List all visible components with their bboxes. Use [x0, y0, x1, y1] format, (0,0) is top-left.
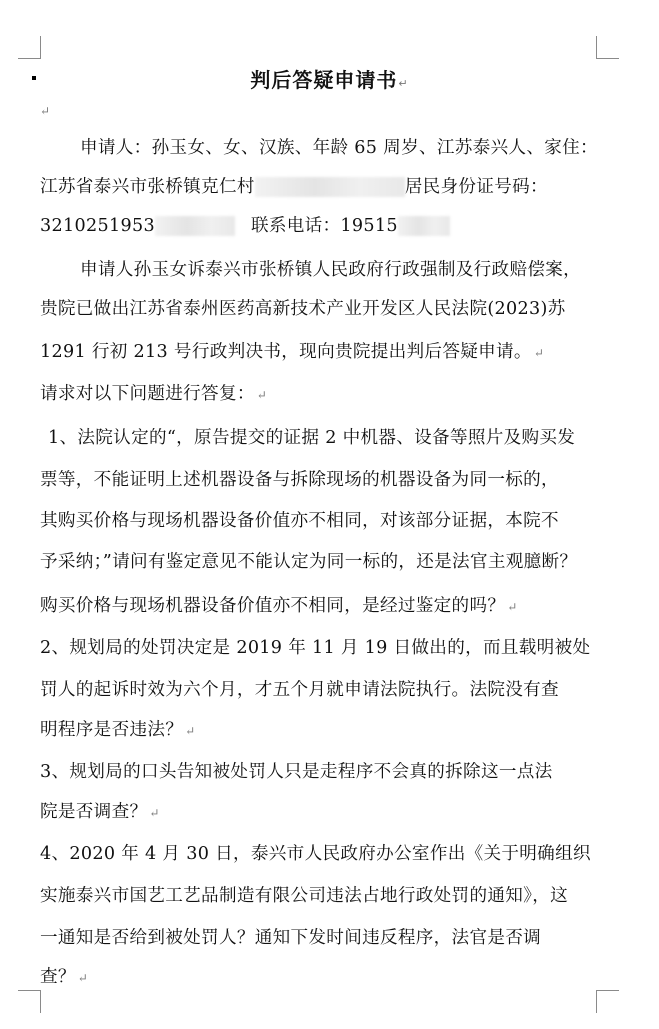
text-line[interactable]: 申请人：孙玉女、女、汉族、年龄 65 周岁、江苏泰兴人、家住： — [80, 138, 598, 158]
text-line[interactable]: 1、法院认定的“，原告提交的证据 2 中机器、设备等照片及购买发 — [48, 428, 576, 448]
document-title[interactable]: 判后答疑申请书↵ — [250, 68, 409, 92]
paragraph-mark-icon: ↵ — [77, 971, 89, 985]
text-line[interactable]: 2、规划局的处罚决定是 2019 年 11 月 19 日做出的，而且载明被处 — [40, 638, 591, 658]
paragraph-mark-icon: ↵ — [533, 346, 545, 360]
text-line[interactable]: 院是否调查？ ↵ — [40, 802, 160, 822]
paragraph-mark-icon: ↵ — [398, 77, 409, 90]
text-line[interactable]: 3210251953 联系电话：19515 — [40, 212, 450, 237]
text-line[interactable]: 一通知是否给到被处罚人？通知下发时间违反程序，法官是否调 — [40, 928, 542, 948]
text-line[interactable]: 票等，不能证明上述机器设备与拆除现场的机器设备为同一标的， — [40, 470, 559, 490]
paragraph-mark-icon: ↵ — [185, 724, 196, 738]
text-line[interactable]: 贵院已做出江苏省泰州医药高新技术产业开发区人民法院(2023)苏 — [40, 299, 566, 319]
text-line[interactable]: 申请人孙玉女诉泰兴市张桥镇人民政府行政强制及行政赔偿案， — [80, 260, 582, 280]
text-line[interactable]: 其购买价格与现场机器设备价值亦不相同，对该部分证据，本院不 — [40, 511, 559, 531]
corner-mark-bottom-right — [596, 990, 619, 1013]
text-line[interactable]: 江苏省泰兴市张桥镇克仁村 居民身份证号码： — [40, 177, 548, 197]
paragraph-mark-icon: ↵ — [40, 104, 51, 118]
text-line[interactable]: 购买价格与现场机器设备价值亦不相同，是经过鉴定的吗？ ↵ — [40, 596, 518, 616]
paragraph-mark-icon: ↵ — [256, 388, 268, 402]
corner-mark-top-right — [596, 36, 619, 59]
redacted-region — [155, 216, 235, 236]
text-line[interactable]: 实施泰兴市国艺工艺品制造有限公司违法占地行政处罚的通知》，这 — [40, 886, 569, 906]
text-line[interactable]: 4、2020 年 4 月 30 日，泰兴市人民政府办公室作出《关于明确组织 — [40, 844, 591, 864]
text-line[interactable]: 3、规划局的口头告知被处罚人只是走程序不会真的拆除这一点法 — [40, 762, 553, 782]
text-line[interactable]: 查？ ↵ — [40, 967, 89, 987]
text-line[interactable]: 予采纳；”请问有鉴定意见不能认定为同一标的，还是法官主观臆断？ — [40, 552, 578, 572]
paragraph-mark-icon: ↵ — [149, 806, 160, 820]
redacted-region — [255, 177, 405, 197]
text-line[interactable]: 明程序是否违法？ ↵ — [40, 720, 196, 740]
text-line[interactable]: 罚人的起诉时效为六个月，才五个月就申请法院执行。法院没有查 — [40, 680, 559, 700]
paragraph-mark-icon: ↵ — [507, 600, 518, 614]
corner-mark-top-left — [18, 36, 41, 59]
text-line[interactable]: 请求对以下问题进行答复： ↵ — [40, 384, 268, 404]
text-line[interactable]: 1291 行初 213 号行政判决书，现向贵院提出判后答疑申请。 ↵ — [40, 342, 545, 362]
redacted-region — [398, 216, 450, 236]
corner-mark-bottom-left — [18, 990, 41, 1013]
